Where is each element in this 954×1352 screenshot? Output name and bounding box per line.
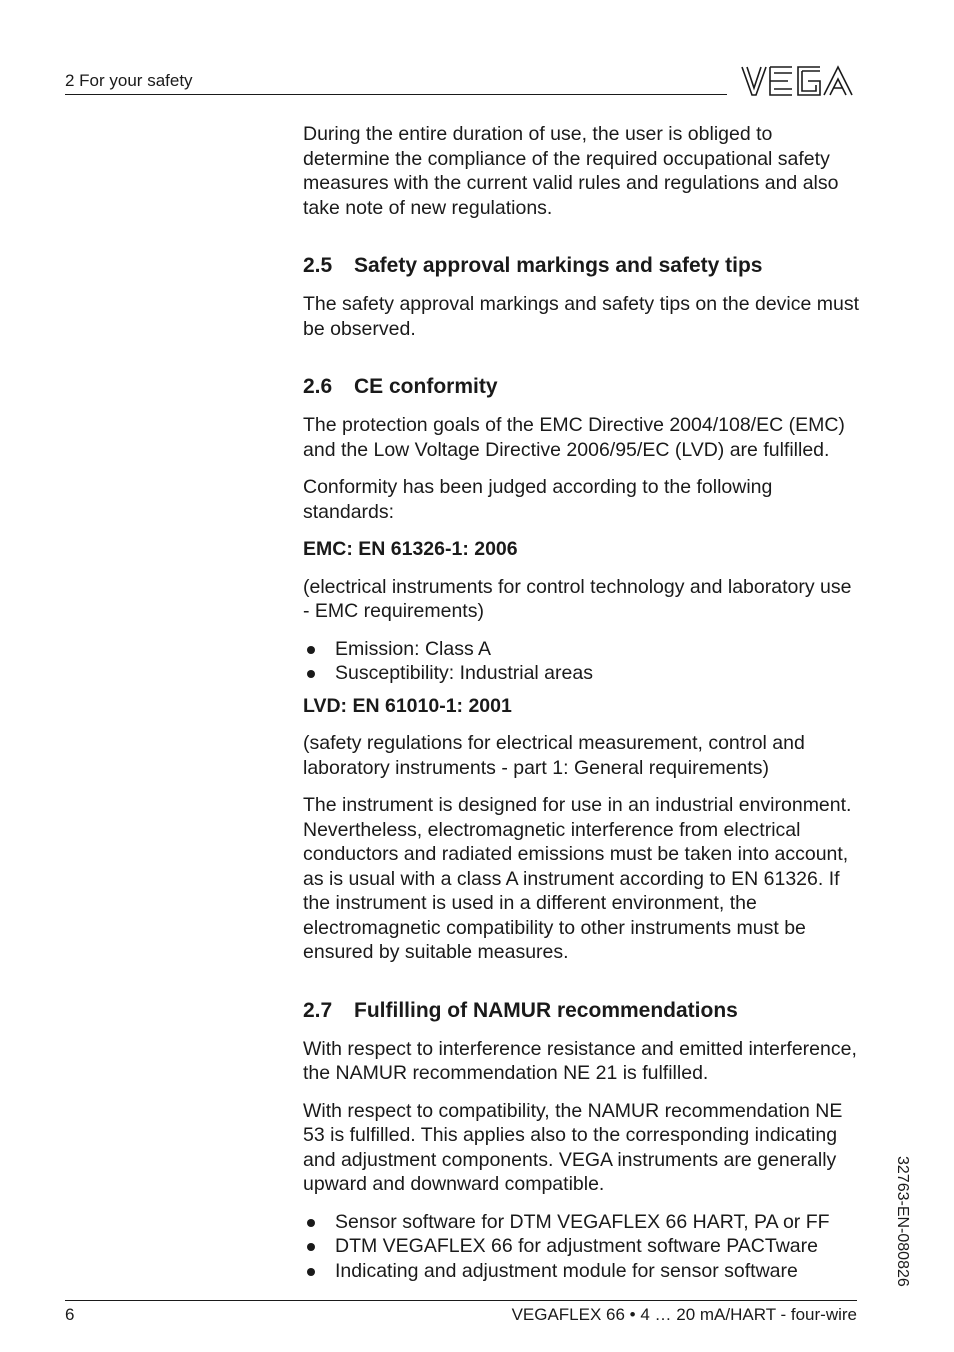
footer-title: VEGAFLEX 66 • 4 … 20 mA/HART - four-wire xyxy=(511,1305,857,1324)
list-item: Indicating and adjustment module for sensor software xyxy=(303,1259,863,1284)
section-title: Safety approval markings and safety tips xyxy=(354,254,763,277)
namur-list xyxy=(303,1210,863,1284)
ce-paragraph-3: The instrument is designed for use in an industrial environment. Nevertheless, electromagnetic interference from electrical conductors and radiated emissions must be taken into account, as is usual with a class A instrument according to EN 61326. If the instrument is used in a different environment, the electromagnetic compatibility to other instruments must be ensured by suitable measures. xyxy=(303,794,852,963)
emc-standard-desc: (electrical instruments for control technology and laboratory use - EMC requirements) xyxy=(303,575,852,622)
list-item: Sensor software for DTM VEGAFLEX 66 HART, PA or FF xyxy=(303,1210,863,1235)
document-code: 32763-EN-080826 xyxy=(894,1156,911,1287)
section-2-6-heading xyxy=(303,374,863,400)
section-number: 2.6 xyxy=(303,375,333,398)
running-header: 2 For your safety xyxy=(65,71,193,90)
list-item: Susceptibility: Industrial areas xyxy=(303,661,863,686)
namur-paragraph-2: With respect to compatibility, the NAMUR recommendation NE 53 is fulfilled. This applies also to the corresponding indicating and adjustment components. VEGA instruments are generally upward and downward compatible. xyxy=(303,1099,843,1195)
ce-paragraph-2: Conformity has been judged according to the following standards: xyxy=(303,476,773,523)
ce-paragraph-1: The protection goals of the EMC Directive 2004/108/EC (EMC) and the Low Voltage Directive 2006/95/EC (LVD) are fulfilled. xyxy=(303,414,845,461)
lvd-standard-title: LVD: EN 61010-1: 2001 xyxy=(303,694,512,717)
list-item: Emission: Class A xyxy=(303,637,863,662)
section-title: CE conformity xyxy=(354,375,498,398)
vega-logo xyxy=(740,64,856,98)
emc-standard-title: EMC: EN 61326-1: 2006 xyxy=(303,538,518,560)
section-2-5-heading xyxy=(303,253,863,279)
section-number: 2.7 xyxy=(303,998,333,1022)
section-title: Fulfilling of NAMUR recommendations xyxy=(354,998,738,1022)
header-rule xyxy=(65,94,727,95)
section-2-7-heading xyxy=(303,998,863,1024)
page-number: 6 xyxy=(65,1305,75,1324)
emc-list xyxy=(303,637,863,686)
namur-paragraph-1: With respect to interference resistance and emitted interference, the NAMUR recommendation NE 21 is fulfilled. xyxy=(303,1037,857,1084)
footer-rule xyxy=(65,1300,857,1301)
lvd-standard-desc: (safety regulations for electrical measurement, control and laboratory instruments - part 1: General requirements) xyxy=(303,732,805,779)
section-number: 2.5 xyxy=(303,254,333,277)
intro-paragraph: During the entire duration of use, the user is obliged to determine the compliance of the required occupational safety measures with the current valid rules and regulations and also take note of new regulations. xyxy=(303,123,839,219)
page-content xyxy=(303,122,863,1291)
section-2-5-text: The safety approval markings and safety tips on the device must be observed. xyxy=(303,293,860,340)
list-item: DTM VEGAFLEX 66 for adjustment software PACTware xyxy=(303,1234,863,1259)
